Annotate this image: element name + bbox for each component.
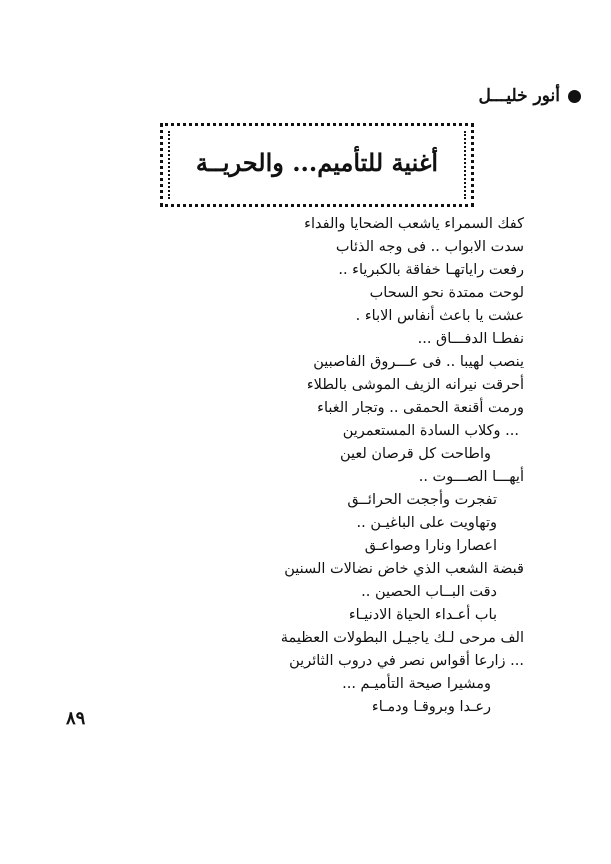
poem-line: ينصب لهيبا .. فى عـــروق الفاصبين [313, 354, 524, 370]
author-name: أنور خليـــل [478, 86, 560, 106]
page-number: ٨٩ [66, 708, 86, 729]
poem-line: ... وكلاب السادة المستعمرين [342, 423, 519, 439]
poem-line: رفعت راياتهـا خفاقة بالكبرياء .. [338, 262, 524, 278]
poem-line: نفطـا الدفـــاق ... [417, 331, 524, 347]
poem-line: سدت الابواب .. فى وجه الذئاب [335, 239, 524, 255]
poem-line: أحرقت نيرانه الزيف الموشى بالطلاء [306, 377, 524, 393]
poem-line: باب أعـداء الحياة الادنيـاء [348, 607, 497, 623]
poem-line: أيهـــا الصـــوت .. [418, 469, 524, 485]
poem-line: لوحت ممتدة نحو السحاب [369, 285, 524, 301]
poem-line: تفجرت وأججت الحرائــق [347, 492, 497, 508]
poem-line: اعصارا ونارا وصواعـق [364, 538, 497, 554]
poem-line: قبضة الشعب الذي خاض نضالات السنين [284, 561, 524, 577]
poem-line: واطاحت كل قرصان لعين [339, 446, 491, 462]
poem-line: كفك السمراء ياشعب الضحايا والفداء [304, 216, 524, 232]
poem-line: دقت البــاب الحصين .. [361, 584, 497, 600]
poem-line: وتهاويت على الباغيـن .. [356, 515, 497, 531]
title-frame [160, 123, 474, 207]
poem-title: أغنية للتأميم... والحريــة [195, 148, 439, 177]
bullet-icon [568, 90, 581, 103]
poem-line: ورمت أقنعة الحمقى .. وتجار الغباء [317, 400, 524, 416]
poem-line: ومشيرا صيحة التأميـم ... [342, 676, 491, 692]
author-heading [479, 86, 581, 106]
poem-line: عشت يا باعث أنفاس الاباء . [355, 308, 524, 324]
poem-line: رعـدا وبروقـا ودمـاء [371, 699, 491, 715]
poem-line: ... زارعا أقواس نصر في دروب الثائرين [289, 653, 524, 669]
poem-line: الف مرحى لـك ياجيـل البطولات العظيمة [280, 630, 524, 646]
